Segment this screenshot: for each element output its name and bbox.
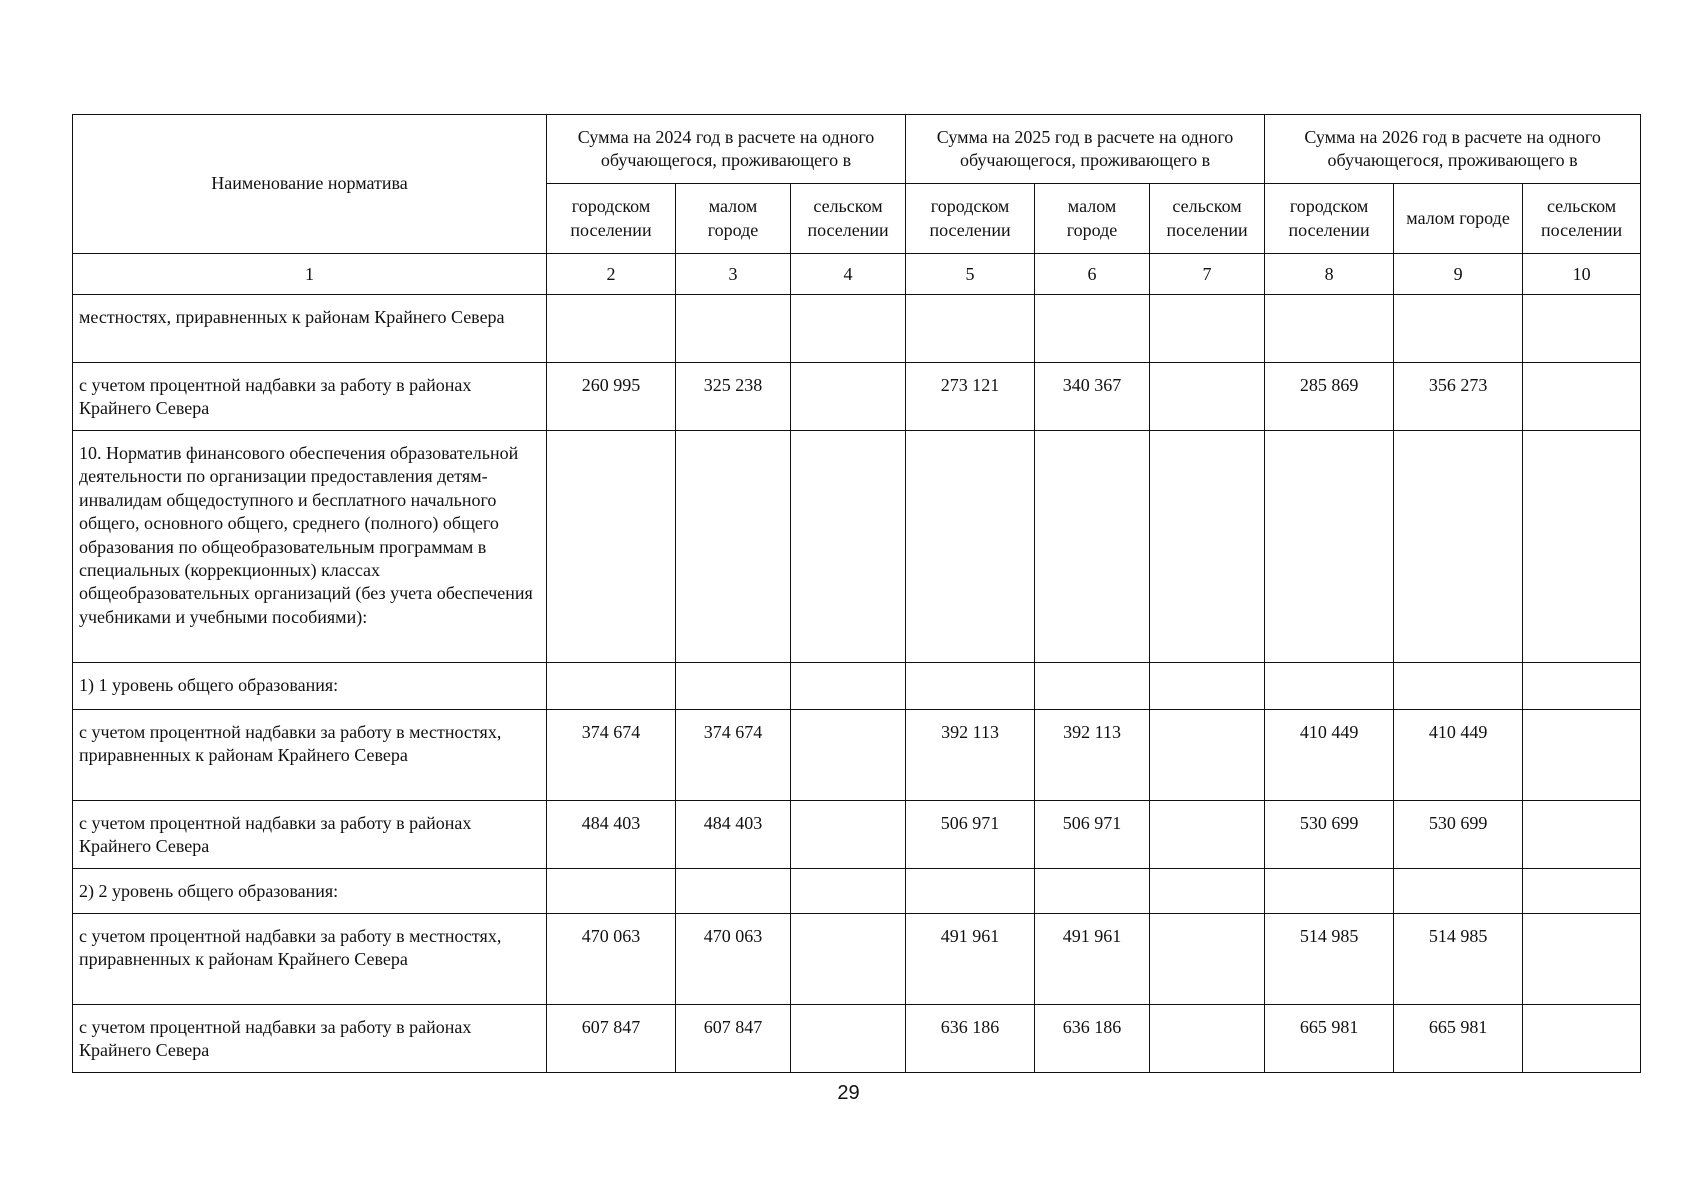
- amount-cell: [1523, 869, 1641, 914]
- normative-name-cell: 2) 2 уровень общего образования:: [73, 869, 547, 914]
- subheader-small-town: малом городе: [676, 184, 791, 254]
- amount-cell: [1265, 431, 1394, 663]
- table-body: [73, 295, 1641, 1073]
- subheader-small-town: малом городе: [1035, 184, 1150, 254]
- amount-cell: [1523, 295, 1641, 363]
- table-row: [73, 710, 1641, 801]
- amount-cell: [1265, 295, 1394, 363]
- amount-cell: [1523, 801, 1641, 869]
- amount-cell: 665 981: [1265, 1005, 1394, 1073]
- amount-cell: 514 985: [1394, 914, 1523, 1005]
- amount-cell: 260 995: [547, 363, 676, 431]
- column-number: 4: [791, 254, 906, 295]
- normative-name-cell: 1) 1 уровень общего образования:: [73, 663, 547, 710]
- amount-cell: [547, 431, 676, 663]
- amount-cell: 491 961: [906, 914, 1035, 1005]
- amount-cell: 340 367: [1035, 363, 1150, 431]
- normative-table: [72, 114, 1641, 1073]
- amount-cell: [906, 431, 1035, 663]
- table-row: [73, 431, 1641, 663]
- table-row: [73, 295, 1641, 363]
- subheader-rural: сельском поселении: [1523, 184, 1641, 254]
- amount-cell: [906, 295, 1035, 363]
- amount-cell: [676, 431, 791, 663]
- amount-cell: [1150, 801, 1265, 869]
- column-number: 9: [1394, 254, 1523, 295]
- amount-cell: [791, 801, 906, 869]
- column-number: 10: [1523, 254, 1641, 295]
- header-year-2026: Сумма на 2026 год в расчете на одного обучающегося, проживающего в: [1265, 115, 1641, 184]
- amount-cell: 410 449: [1394, 710, 1523, 801]
- amount-cell: [1150, 363, 1265, 431]
- amount-cell: [1265, 663, 1394, 710]
- amount-cell: [1150, 431, 1265, 663]
- column-number: 7: [1150, 254, 1265, 295]
- normative-name-cell: с учетом процентной надбавки за работу в районах Крайнего Севера: [73, 1005, 547, 1073]
- amount-cell: 410 449: [1265, 710, 1394, 801]
- amount-cell: [1035, 431, 1150, 663]
- column-number: 8: [1265, 254, 1394, 295]
- amount-cell: [906, 869, 1035, 914]
- subheader-urban: городском поселении: [547, 184, 676, 254]
- amount-cell: [1150, 663, 1265, 710]
- amount-cell: 636 186: [906, 1005, 1035, 1073]
- amount-cell: [1035, 295, 1150, 363]
- table-row: [73, 914, 1641, 1005]
- amount-cell: [1523, 914, 1641, 1005]
- amount-cell: [791, 1005, 906, 1073]
- subheader-urban: городском поселении: [1265, 184, 1394, 254]
- amount-cell: 374 674: [547, 710, 676, 801]
- amount-cell: 470 063: [547, 914, 676, 1005]
- amount-cell: 392 113: [1035, 710, 1150, 801]
- subheader-rural: сельском поселении: [1150, 184, 1265, 254]
- amount-cell: 636 186: [1035, 1005, 1150, 1073]
- amount-cell: 392 113: [906, 710, 1035, 801]
- amount-cell: [1035, 869, 1150, 914]
- amount-cell: [1150, 710, 1265, 801]
- amount-cell: [791, 869, 906, 914]
- amount-cell: 484 403: [676, 801, 791, 869]
- amount-cell: [1523, 363, 1641, 431]
- amount-cell: [791, 431, 906, 663]
- amount-cell: 325 238: [676, 363, 791, 431]
- amount-cell: 607 847: [547, 1005, 676, 1073]
- amount-cell: 607 847: [676, 1005, 791, 1073]
- amount-cell: [1394, 663, 1523, 710]
- amount-cell: 273 121: [906, 363, 1035, 431]
- amount-cell: 484 403: [547, 801, 676, 869]
- amount-cell: [1150, 295, 1265, 363]
- amount-cell: [1523, 1005, 1641, 1073]
- amount-cell: [1394, 295, 1523, 363]
- amount-cell: 514 985: [1265, 914, 1394, 1005]
- normative-name-cell: местностях, приравненных к районам Крайнего Севера: [73, 295, 547, 363]
- amount-cell: [676, 663, 791, 710]
- amount-cell: 356 273: [1394, 363, 1523, 431]
- amount-cell: [906, 663, 1035, 710]
- header-year-2025: Сумма на 2025 год в расчете на одного обучающегося, проживающего в: [906, 115, 1265, 184]
- amount-cell: [1150, 869, 1265, 914]
- amount-cell: [791, 710, 906, 801]
- amount-cell: [1035, 663, 1150, 710]
- amount-cell: [791, 914, 906, 1005]
- amount-cell: 374 674: [676, 710, 791, 801]
- amount-cell: 530 699: [1265, 801, 1394, 869]
- amount-cell: 285 869: [1265, 363, 1394, 431]
- column-number: 1: [73, 254, 547, 295]
- normative-name-cell: 10. Норматив финансового обеспечения образовательной деятельности по организации предоставления детям-инвалидам общедоступного и бесплатного начального общего, основного общего, среднего (полного) общего образования по общеобразовательным программам в специальных (коррекционных) классах общеобразовательных организаций (без учета обеспечения учебниками и учебными пособиями):: [73, 431, 547, 663]
- amount-cell: [676, 295, 791, 363]
- amount-cell: 491 961: [1035, 914, 1150, 1005]
- amount-cell: [547, 295, 676, 363]
- column-number: 6: [1035, 254, 1150, 295]
- amount-cell: 506 971: [1035, 801, 1150, 869]
- amount-cell: [1150, 914, 1265, 1005]
- subheader-small-town: малом городе: [1394, 184, 1523, 254]
- subheader-rural: сельском поселении: [791, 184, 906, 254]
- amount-cell: 530 699: [1394, 801, 1523, 869]
- amount-cell: [1523, 710, 1641, 801]
- amount-cell: [791, 363, 906, 431]
- subheader-urban: городском поселении: [906, 184, 1035, 254]
- amount-cell: [1394, 431, 1523, 663]
- amount-cell: 470 063: [676, 914, 791, 1005]
- amount-cell: 506 971: [906, 801, 1035, 869]
- amount-cell: [1523, 663, 1641, 710]
- table-row: [73, 801, 1641, 869]
- amount-cell: [1150, 1005, 1265, 1073]
- normative-name-cell: с учетом процентной надбавки за работу в районах Крайнего Севера: [73, 363, 547, 431]
- page-number: 29: [837, 1082, 860, 1104]
- column-number: 5: [906, 254, 1035, 295]
- amount-cell: [547, 869, 676, 914]
- table-row: [73, 1005, 1641, 1073]
- amount-cell: 665 981: [1394, 1005, 1523, 1073]
- amount-cell: [1523, 431, 1641, 663]
- header-normative-name: Наименование норматива: [73, 115, 547, 254]
- table-row: [73, 869, 1641, 914]
- amount-cell: [791, 295, 906, 363]
- amount-cell: [676, 869, 791, 914]
- column-number: 2: [547, 254, 676, 295]
- normative-name-cell: с учетом процентной надбавки за работу в местностях, приравненных к районам Крайнего Севера: [73, 914, 547, 1005]
- amount-cell: [791, 663, 906, 710]
- normative-name-cell: с учетом процентной надбавки за работу в местностях, приравненных к районам Крайнего Севера: [73, 710, 547, 801]
- amount-cell: [1265, 869, 1394, 914]
- amount-cell: [547, 663, 676, 710]
- normative-name-cell: с учетом процентной надбавки за работу в районах Крайнего Севера: [73, 801, 547, 869]
- amount-cell: [1394, 869, 1523, 914]
- column-number: 3: [676, 254, 791, 295]
- header-year-2024: Сумма на 2024 год в расчете на одного обучающегося, проживающего в: [547, 115, 906, 184]
- table-row: [73, 363, 1641, 431]
- table-row: [73, 663, 1641, 710]
